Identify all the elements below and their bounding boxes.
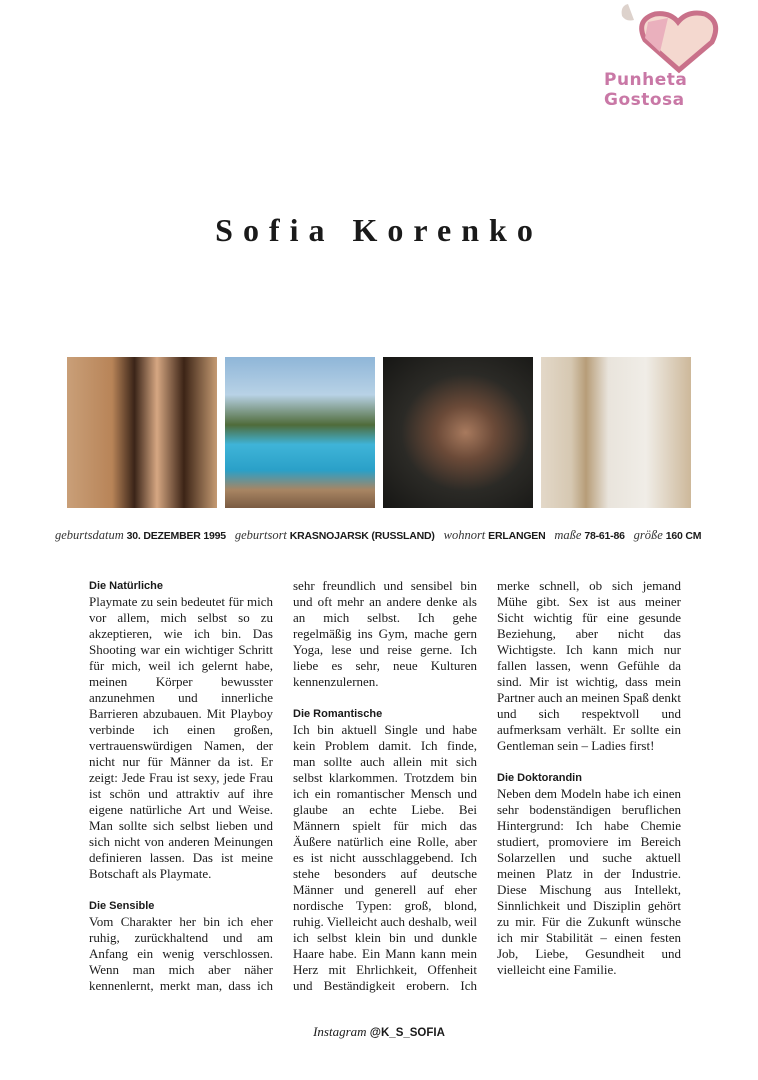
instagram-label: Instagram <box>313 1024 367 1039</box>
section-text: Neben dem Modeln habe ich einen sehr bodenständigen beruflichen Hintergrund: Ich habe Chemie studiert, promoviere im Bereich Solarzellen und suche aktuell meinen Platz in der Industrie. Diese Mischung aus Intellekt, Sinnlichkeit und Disziplin gehört zu mir. Für die Zukunft wünsche ich mir Stabilität – einen festen Job, Liebe, Gesundheit und vielleicht eine Familie. <box>497 786 681 977</box>
portrait-photo <box>67 357 217 508</box>
fact-value: KRASNOJARSK (RUSSLAND) <box>289 530 435 542</box>
fact-value: 78-61-86 <box>584 530 625 542</box>
fact-label: wohnort <box>443 528 486 542</box>
fact-value: ERLANGEN <box>488 530 546 542</box>
section-heading: Die Doktorandin <box>497 772 582 784</box>
article-body <box>89 578 681 1006</box>
section-heading: Die Romantische <box>293 708 383 720</box>
fact-label: maße <box>554 528 582 542</box>
instagram-credit <box>0 1024 758 1040</box>
profile-facts <box>55 528 715 543</box>
fact-label: geburtsort <box>234 528 287 542</box>
instagram-handle: @K_S_SOFIA <box>369 1027 445 1039</box>
section-text: Playmate zu sein bedeutet für mich vor allem, mich selbst so zu akzeptieren, wie ich bin. Das Shooting war ein wichtiger Schritt für mich, weil ich gelernt habe, meinen Körper bewusster anzunehmen und innerliche Barrieren abzubauen. Mit Playboy verbinde ich einen großen, vertrauenswürdigen Namen, der nicht nur für Männer da ist. Er zeigt: Jede Frau ist sexy, jede Frau ist schön und attraktiv auf ihre eigene natürliche Art und Weise. Man sollte sich selbst lieben und sich nicht von anderen Meinungen definieren lassen. Das ist meine Botschaft als Playmate. <box>89 594 273 881</box>
watermark-text: Punheta Gostosa <box>604 70 688 110</box>
couch-photo <box>383 357 533 508</box>
section-heading: Die Sensible <box>89 900 155 912</box>
fact-value: 30. DEZEMBER 1995 <box>126 530 226 542</box>
pool-photo <box>225 357 375 508</box>
section-text: Ich bin aktuell Single und habe kein Problem damit. Ich finde, man sollte auch allein mit sich selbst klarkommen. Trotzdem bin ich ein romantischer Mensch und glaube an echte Liebe. Bei Männern spielt für mich das Äußere natürlich eine Rolle, aber es ist nicht ausschlaggebend. Ich stehe besonders auf deutsche Männer und generell auf eher nordische Typen: groß, blond, ruhig. Vielleicht auch deshalb, weil ich selbst klein bin und dunkle Haare habe. Ein Mann kann mein Herz mit Ehrlichkeit, Offenheit und Beständigkeit erobern. Ich merke schnell, ob sich jemand Mühe gibt. Sex ist aus meiner Sicht wichtig für eine gesunde Beziehung, aber nicht das Wichtigste. Ich kann mich nur fallen lassen, wenn Gefühle da sind. Mir ist wichtig, dass mein Partner auch an meinen Spaß denkt und sich respektvoll und aufmerksam verhält. Er sollte ein Gentleman sein – Ladies first! <box>293 578 681 993</box>
page-title: Sofia Korenko <box>215 212 543 248</box>
mirror-selfie-photo <box>541 357 691 508</box>
fact-label: größe <box>633 528 663 542</box>
section-text: Vom Charakter her bin ich eher ruhig, zurückhaltend und am Anfang ein wenig verschlossen. Wenn man mich aber näher kennenlernt, merkt man, dass ich sehr freundlich und sensibel bin und oft mehr an andere denke als an mich selbst. Ich gehe regelmäßig ins Gym, mache gern Yoga, lese und reise gerne. Ich liebe es sehr, neue Kulturen kennenzulernen. <box>89 578 477 993</box>
fact-value: 160 CM <box>665 530 702 542</box>
section-heading: Die Natürliche <box>89 580 163 592</box>
fact-label: geburtsdatum <box>55 528 124 542</box>
